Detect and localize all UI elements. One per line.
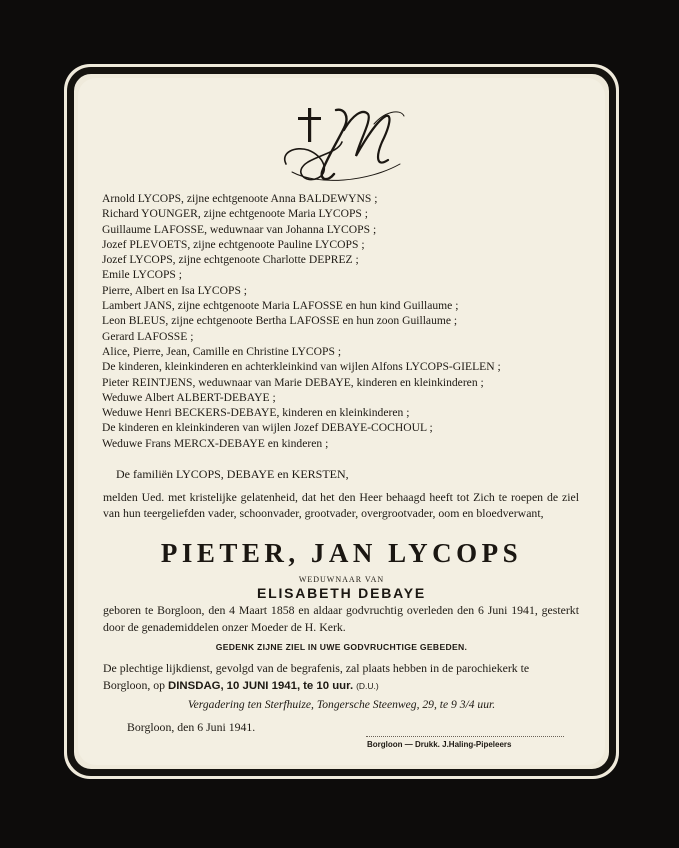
prayer-request: GEDENK ZIJNE ZIEL IN UWE GODVRUCHTIGE GEBEDEN. <box>215 642 468 652</box>
service-date: 10 JUNI 1941, <box>226 680 301 692</box>
funeral-service-text <box>103 660 579 695</box>
mourner-line: Arnold LYCOPS, zijne echtgenoote Anna BALDEWYNS ; <box>102 192 378 205</box>
divider <box>366 736 564 737</box>
printer-credit: Borgloon — Drukk. J.Haling-Pipeleers <box>367 740 512 749</box>
families-line: De familiën LYCOPS, DEBAYE en KERSTEN, <box>116 467 349 481</box>
mourner-line: Gerard LAFOSSE ; <box>102 329 194 343</box>
mourner-line: Jozef LYCOPS, zijne echtgenoote Charlotte DEPREZ ; <box>102 253 359 267</box>
service-du: (D.U.) <box>356 681 379 691</box>
widower-label: WEDUWNAAR VAN <box>298 575 385 584</box>
mourner-line: Emile LYCOPS ; <box>102 268 183 282</box>
mourner-line: De kinderen, kleinkinderen en achterkleinkind van wijlen Alfons LYCOPS-GIELEN ; <box>102 360 501 374</box>
spouse-name: ELISABETH DEBAYE <box>256 585 427 601</box>
deceased-name: PIETER, JAN LYCOPS <box>160 538 523 568</box>
mourner-line: Pieter REINTJENS, weduwnaar van Marie DEBAYE, kinderen en kleinkinderen ; <box>102 375 484 389</box>
mourner-line: Jozef PLEVOETS, zijne echtgenoote Pauline LYCOPS ; <box>102 237 365 251</box>
meeting-line: Vergadering ten Sterfhuize, Tongersche Steenweg, 29, te 9 3/4 uur. <box>187 698 496 711</box>
service-text: De plechtige lijkdienst, gevolgd van de begrafenis, zal plaats hebben in de parochiekerk te Borgloon, op <box>103 661 530 692</box>
dateline: Borgloon, den 6 Juni 1941. <box>127 720 256 734</box>
mourner-line: Weduwe Henri BECKERS-DEBAYE, kinderen en kleinkinderen ; <box>102 406 410 420</box>
mourner-line: Leon BLEUS, zijne echtgenoote Bertha LAFOSSE en hun zoon Guillaume ; <box>102 314 458 328</box>
mourner-line: Weduwe Albert ALBERT-DEBAYE ; <box>102 390 276 404</box>
service-time: te 10 uur. <box>303 680 354 692</box>
mourner-line: Guillaume LAFOSSE, weduwnaar van Johanna LYCOPS ; <box>102 222 377 236</box>
service-day: DINSDAG, <box>168 680 224 692</box>
mourner-line: Pierre, Albert en Isa LYCOPS ; <box>102 283 248 297</box>
announcement-text: melden Ued. met kristelijke gelatenheid, dat het den Heer behaagd heeft tot Zich te roepen de ziel van hun teergeliefden vader, schoonvader, grootvader, overgrootvader, oom en bloedverwant, <box>103 490 579 520</box>
cross-monogram-icon <box>278 102 408 186</box>
birth-death-text: geboren te Borgloon, den 4 Maart 1858 en aldaar godvruchtig overleden den 6 Juni 1941, gesterkt door de genademiddelen onzer Moeder de H. Kerk. <box>103 603 579 634</box>
mourner-line: Richard YOUNGER, zijne echtgenoote Maria LYCOPS ; <box>102 207 368 221</box>
mourners-list <box>102 191 582 451</box>
death-notice-card <box>64 64 619 779</box>
mourner-line: Lambert JANS, zijne echtgenoote Maria LAFOSSE en hun kind Guillaume ; <box>102 299 459 313</box>
mourner-line: De kinderen en kleinkinderen van wijlen Jozef DEBAYE-COCHOUL ; <box>102 421 433 435</box>
mourner-line: Weduwe Frans MERCX-DEBAYE en kinderen ; <box>102 436 329 450</box>
mourner-line: Alice, Pierre, Jean, Camille en Christine LYCOPS ; <box>102 344 342 358</box>
